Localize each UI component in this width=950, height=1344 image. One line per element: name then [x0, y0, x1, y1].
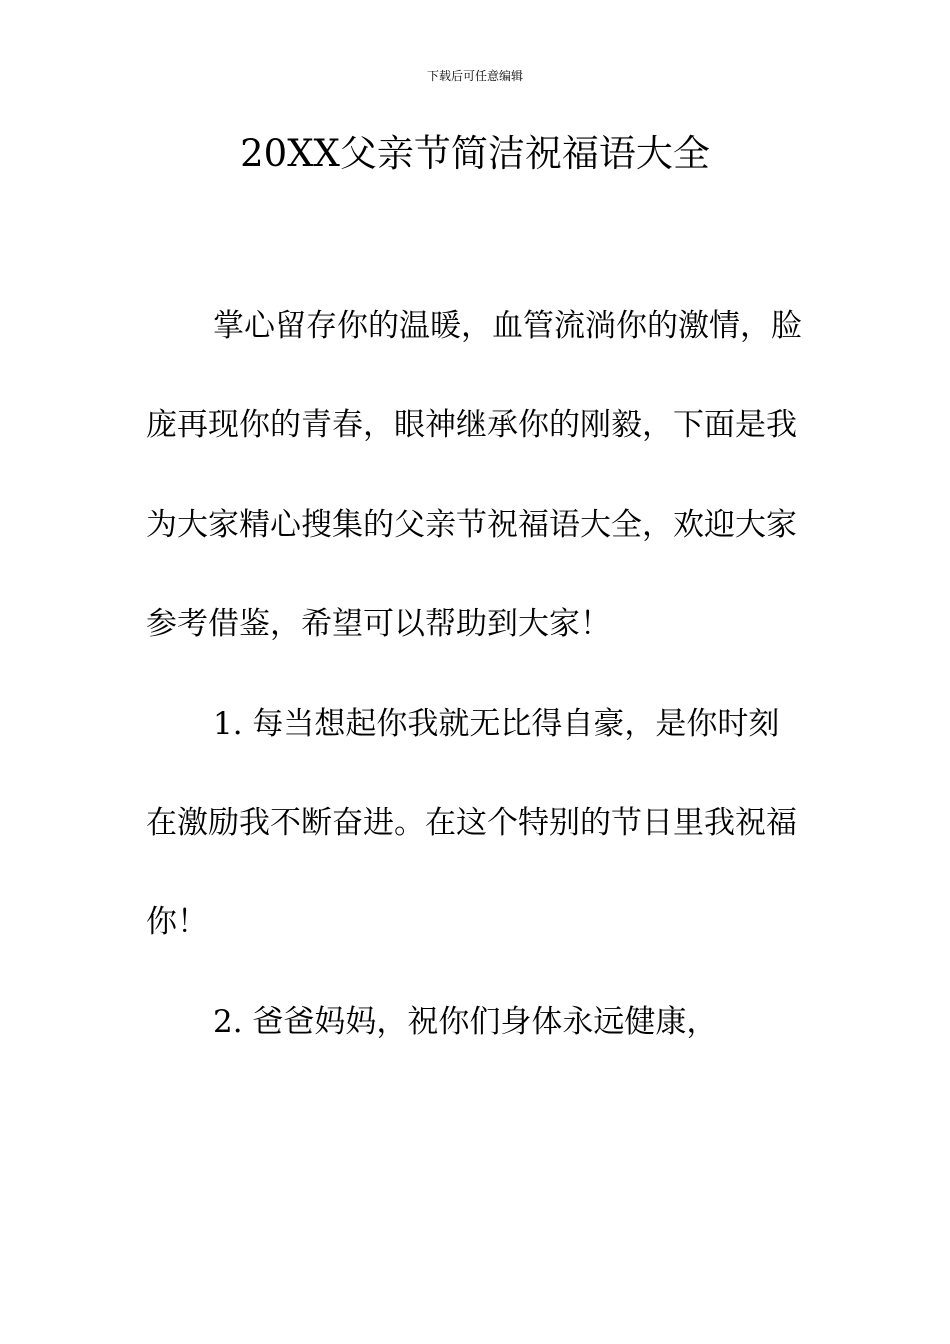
- intro-paragraph: 掌心留存你的温暖，血管流淌你的激情，脸庞再现你的青春，眼神继承你的刚毅，下面是我为大家精心搜集的父亲节祝福语大全，欢迎大家参考借鉴，希望可以帮助到大家！: [146, 308, 802, 643]
- document-title: 20XX父亲节简洁祝福语大全: [240, 132, 710, 175]
- header-note: 下载后可任意编辑: [426, 69, 523, 83]
- wish-item-2: 2. 爸爸妈妈，祝你们身体永远健康，: [213, 1003, 718, 1040]
- wish-item-1: 1. 每当想起你我就无比得自豪，是你时刻在激励我不断奋进。在这个特别的节日里我祝福你！: [146, 705, 797, 941]
- document-body: [146, 277, 806, 1072]
